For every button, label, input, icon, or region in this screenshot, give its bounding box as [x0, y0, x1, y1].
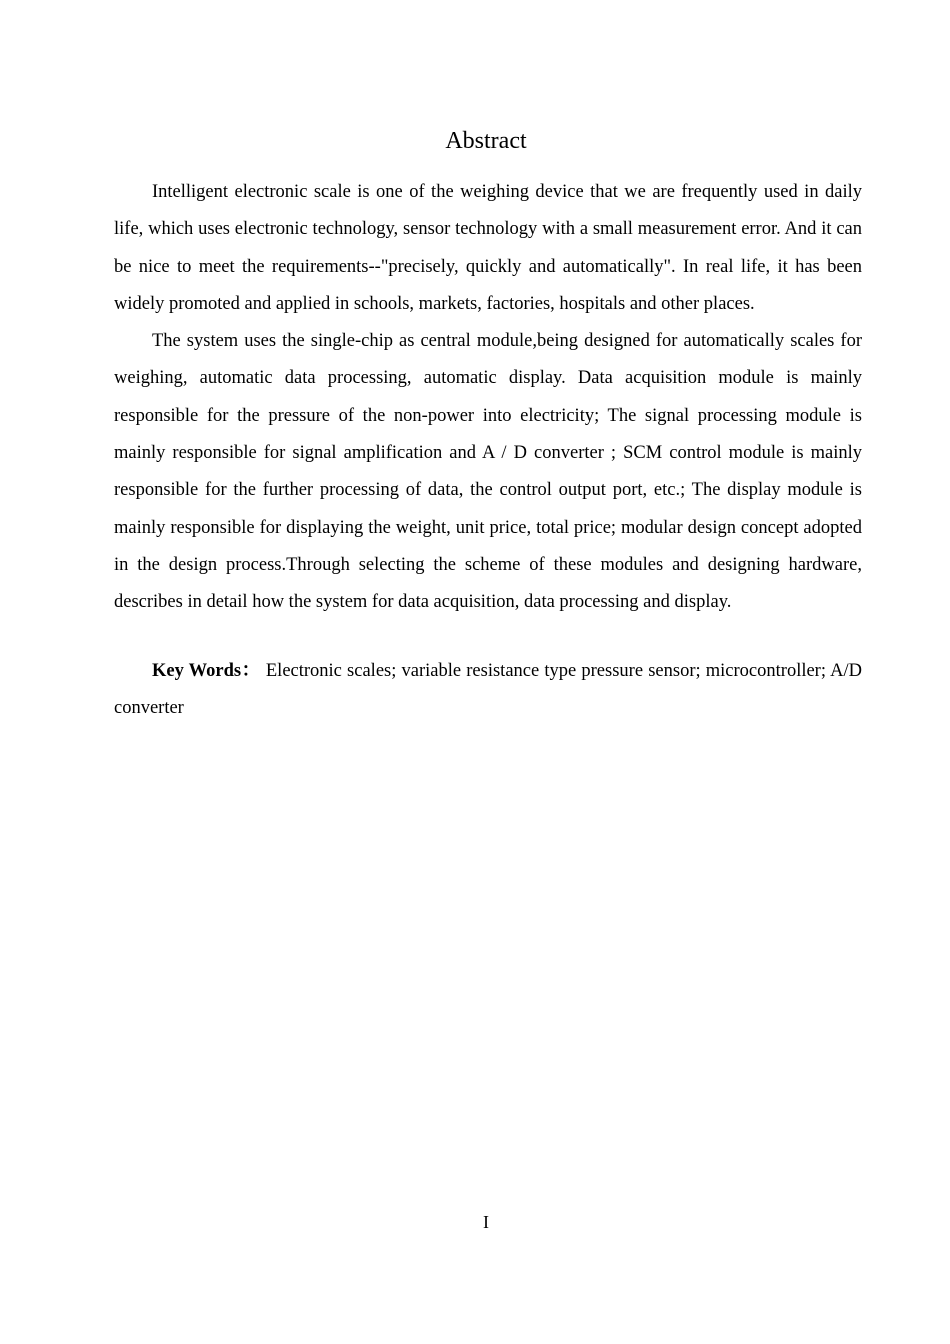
keywords-value: Electronic scales; variable resistance type pressure sensor; microcontroller; A/D converter — [114, 661, 862, 719]
abstract-paragraph-1: Intelligent electronic scale is one of the weighing device that we are frequently used in daily life, which uses electronic technology, sensor technology with a small measurement error. And it can be nice to meet the requirements--"precisely, quickly and automatically". In real life, it has been widely promoted and applied in schools, markets, factories, hospitals and other places. — [114, 182, 862, 314]
page-number: I — [483, 1212, 489, 1232]
abstract-paragraph-2: The system uses the single-chip as central module,being designed for automatically scales for weighing, automatic data processing, automatic display. Data acquisition module is mainly responsible for the pressure of the non-power into electricity; The signal processing module is mainly responsible for signal amplification and A / D converter ; SCM control module is mainly responsible for the further processing of data, the control output port, etc.; The display module is mainly responsible for displaying the weight, unit price, total price; modular design concept adopted in the design process.Through selecting the scheme of these modules and designing hardware, describes in detail how the system for data acquisition, data processing and display. — [114, 331, 862, 613]
keywords-label: Key Words： — [152, 661, 261, 681]
keywords-line — [114, 653, 862, 728]
page-title: Abstract — [445, 128, 527, 154]
abstract-body — [114, 174, 862, 622]
